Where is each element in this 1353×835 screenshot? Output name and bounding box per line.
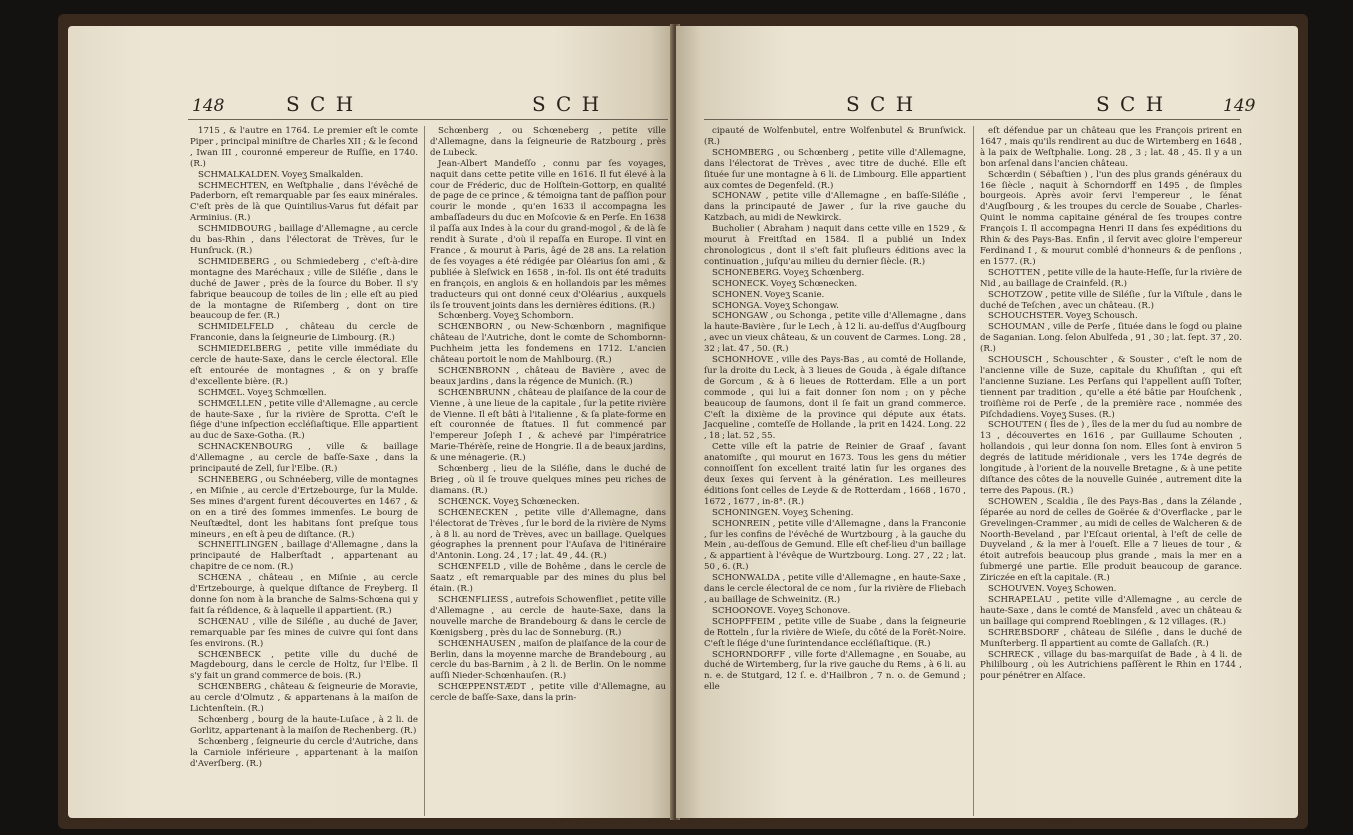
dictionary-entry: SCHMIDEBERG , ou Schmiedeberg , c'eſt-à-dire montagne des Maréchaux ; ville de Siléſie , dans le duché de Jawer , près de la ſource du Bober. Il s'y fabrique beaucoup de toiles de lin ; elle eſt au pied de la montagne de Riſemberg , dont on tire beaucoup de fer. (R.)	[190, 256, 418, 322]
dictionary-entry: SCHOTZOW , petite ville de Siléſie , ſur la Viſtule , dans le duché de Teſchen , avec un château. (R.)	[980, 289, 1242, 311]
right-header-rule	[704, 119, 1240, 120]
right-column-2	[980, 126, 1242, 682]
dictionary-entry: SCHOUMAN , ville de Perſe , ſituée dans le ſogd ou plaine de Saganian. Long. ſelon Abulfeda , 91 , 30 ; lat. ſept. 37 , 20. (R.)	[980, 322, 1242, 355]
dictionary-entry: Jean-Albert Mandeſſo , connu par ſes voyages, naquit dans cette petite ville en 1616. Il fut élevé à la cour de Fréderic, duc de Holſtein-Gottorp, en qualité de page de ce prince , & témoigna tant de paſſion pour courir le monde , qu'en 1633 il accompagna les ambaſſadeurs du duc en Moſcovie & en Perſe. En 1638 il paſſa aux Indes à la cour du grand-mogol , & de là ſe rendit à Surate , d'où il repaſſa en Europe. Il vint en France , & mourut à Paris, âgé de 28 ans. La relation de ſes voyages a été rédigée par Oléarius ſon ami , & publiée à Sleſwick en 1658 , in-fol. Ils ont été traduits en françois, en anglois & en hollandois par les mêmes traducteurs qui ont donné ceux d'Oléarius , auxquels ils ſe trouvent joints dans les dernières éditions. (R.)	[430, 158, 666, 311]
dictionary-entry: SCHORNDORFF , ville forte d'Allemagne , en Souabe, au duché de Wirtemberg, ſur la rive gauche du Rems , à 6 li. au n. e. de Stutgard, 12 ſ. e. d'Hailbron , 7 n. o. de Gemund ; elle	[704, 649, 966, 693]
dictionary-entry: SCHONWALDA , petite ville d'Allemagne , en haute-Saxe , dans le cercle électoral de ce nom , ſur la rivière de Fliebach , au baillage de Schweinitz. (R.)	[704, 573, 966, 605]
dictionary-entry: SCHŒNBRONN , château de Bavière , avec de beaux jardins , dans la régence de Munich. (R.)	[430, 365, 666, 387]
dictionary-entry: SCHNEBERG , ou Schnéeberg, ville de montagnes , en Miſnie , au cercle d'Ertzebourge, ſur la Mulde. Ses mines d'argent furent découvertes en 1467 , & on en a tiré des ſommes immenſes. Le bourg de Neuſtædtel, dont les habitans ſont preſque tous mineurs , en eſt à peu de diſtance. (R.)	[190, 475, 418, 540]
dictionary-entry: SCHOUSCH , Schouschter , & Souster , c'eſt le nom de l'ancienne ville de Suze, capitale du Khuſiſtan , qui eſt l'ancienne Suziane. Les Perſans qui l'appellent auſſi Toſter, tiennent par tradition , qu'elle a été bâtie par Houſchenk , troiſième roi de Perſe , de la première race , nommée des Piſchdadiens. Voyeʒ Suses. (R.)	[980, 355, 1242, 420]
book	[58, 14, 1308, 829]
dictionary-entry: SCHOPFFEIM , petite ville de Suabe , dans la ſeigneurie de Rotteln , ſur la rivière de Wieſe, du côté de la Forêt-Noire. C'eſt le ſiége d'une ſurintendance eccléſiaſtique. (R.)	[704, 616, 966, 649]
dictionary-entry: SCHŒNFELD , ville de Bohême , dans le cercle de Saatz , eſt remarquable par des mines du plus bel étain. (R.)	[430, 562, 666, 595]
left-column-rule	[424, 126, 425, 816]
dictionary-entry: SCHŒNECKEN , petite ville d'Allemagne, dans l'électorat de Trèves , ſur le bord de la rivière de Nyms , à 8 li. au nord de Trèves, avec un baillage. Quelques géographes la prennent pour l'Auſava de l'itinéraire d'Antonin. Long. 24 , 17 ; lat. 49 , 44. (R.)	[430, 507, 666, 562]
dictionary-entry: cipauté de Wolfenbutel, entre Wolfenbutel & Brunſwick. (R.)	[704, 126, 966, 147]
dictionary-entry: SCHŒPPENSTÆDT , petite ville d'Allemagne, au cercle de baſſe-Saxe, dans la prin-	[430, 682, 666, 704]
dictionary-entry: SCHMIEDELBERG , petite ville immédiate du cercle de haute-Saxe, dans le cercle électoral. Elle eſt entourée de montagnes , & on y braſſe d'excellente bière. (R.)	[190, 344, 418, 387]
dictionary-entry: SCHŒNBORN , ou New-Schœnborn , magnifique château de l'Autriche, dont le comte de Schombornn-Puchheim jetta les fondemens en 1712. L'ancien château portoit le nom de Mahlbourg. (R.)	[430, 322, 666, 366]
left-page	[68, 26, 674, 818]
dictionary-entry: SCHMALKALDEN. Voyeʒ Smalkalden.	[198, 169, 364, 180]
dictionary-entry: Schœrdin ( Sébaſtien ) , l'un des plus grands généraux du 16e ſiècle , naquit à Schorndorff en 1495 , de ſimples bourgeois. Après avoir ſervi l'empereur , le ſénat d'Augſbourg , & les troupes du cercle de Souabe , Charles-Quint le nomma capitaine général de ſes troupes contre François I. Il accompagna Henri II dans ſes expéditions du Rhin & des Pays-Bas. Enfin , il ſervit avec gloire l'empereur Ferdinand I , & mourut comblé d'honneurs & de penſions , en 1577. (R.)	[980, 169, 1242, 267]
right-column-rule	[973, 126, 974, 816]
dictionary-entry: SCHMIDELFELD , château du cercle de Franconie, dans la ſeigneurie de Limbourg. (R.)	[190, 322, 418, 344]
left-column-1	[190, 126, 418, 769]
right-page-number: 149	[1223, 96, 1256, 116]
dictionary-entry: Schœnberg , ou Schœneberg , petite ville d'Allemagne, dans la ſeigneurie de Ratzbourg , près de Lubeck.	[430, 126, 666, 158]
dictionary-entry: SCHOUVEN. Voyeʒ Schowen.	[988, 584, 1117, 595]
dictionary-entry: SCHONAW , petite ville d'Allemagne , en baſſe-Siléſie , dans la principauté de Jawer , ſur la rive gauche du Katzbach, au midi de Newkirck.	[704, 191, 966, 224]
dictionary-entry: SCHONECK. Voyeʒ Schœnecken.	[712, 278, 858, 289]
left-column-2	[430, 126, 666, 704]
dictionary-entry: SCHŒNBECK , petite ville du duché de Magdebourg, dans le cercle de Holtz, ſur l'Elbe. Il s'y fait un grand commerce de bois. (R.)	[190, 649, 418, 682]
dictionary-entry: SCHOMBERG , ou Schœnberg , petite ville d'Allemagne, dans l'électorat de Trèves , avec titre de duché. Elle eſt ſituée ſur une montagne à 6 li. de Limbourg. Elle appartient aux comtes de Degenfeld. (R.)	[704, 147, 966, 191]
dictionary-entry: SCHŒNAU , ville de Siléſie , au duché de Javer, remarquable par ſes mines de cuivre qui ſont dans ſes environs. (R.)	[190, 616, 418, 649]
dictionary-entry: SCHONREIN , petite ville d'Allemagne , dans la Franconie , ſur les confins de l'évêché de Wurtzbourg , à la gauche du Mein , au-deſſous de Gemund. Elle eſt chef-lieu d'un baillage , & appartient à l'évêque de Wurtzbourg. Long. 27 , 22 ; lat. 50 , 6. (R.)	[704, 518, 966, 573]
dictionary-entry: SCHMŒLLEN , petite ville d'Allemagne , au cercle de haute-Saxe , ſur la rivière de Sprotta. C'eſt le ſiége d'une inſpection eccléſiaſtique. Elle appartient au duc de Saxe-Gotha. (R.)	[190, 398, 418, 442]
dictionary-entry: SCHŒNFLIESS , autrefois Schowenfliet , petite ville d'Allemagne , au cercle de haute-Saxe, dans la nouvelle marche de Brandebourg & dans le cercle de Kœnigsberg , près du lac de Sonneburg. (R.)	[430, 594, 666, 638]
dictionary-entry: SCHNEITLINGEN , baillage d'Allemagne , dans la principauté de Halberſtadt , appartenant au chapitre de ce nom. (R.)	[190, 540, 418, 573]
dictionary-entry: SCHMIDBOURG , baillage d'Allemagne , au cercle du bas-Rhin , dans l'électorat de Trèves, ſur le Hunſruck. (R.)	[190, 224, 418, 256]
dictionary-entry: SCHONEN. Voyeʒ Scanie.	[712, 289, 825, 300]
right-running-head-1: S C H	[846, 92, 916, 116]
dictionary-entry: SCHŒNBRUNN , château de plaiſance de la cour de Vienne , à une lieue de la capitale , ſur la petite rivière de Vienne. Il eſt bâti à l'italienne , & ſa plate-forme en eſt couronnée de ſtatues. Il fut commencé par l'empereur Joſeph I , & achevé par l'impératrice Marie-Thérèſe, reine de Hongrie. Il a de beaux jardins, & une ménagerie. (R.)	[430, 387, 666, 464]
dictionary-entry: 1715 , & l'autre en 1764. Le premier eſt le comte Piper , principal miniſtre de Charles XII ; & le ſecond , Iwan III , couronné empereur de Ruſſie, en 1740. (R.)	[190, 126, 418, 169]
left-running-head-2: S C H	[532, 92, 602, 116]
right-page	[676, 26, 1298, 818]
dictionary-entry: SCHOTTEN , petite ville de la haute-Heſſe, ſur la rivière de Nid , au baillage de Crainfeld. (R.)	[980, 267, 1242, 289]
dictionary-entry: SCHRAPELAU , petite ville d'Allemagne , au cercle de haute-Saxe , dans le comté de Mansfeld , avec un château & un baillage qui comprend Roeblingen , & 12 villages. (R.)	[980, 594, 1242, 627]
dictionary-entry: SCHOUCHSTER. Voyeʒ Schousch.	[988, 311, 1138, 322]
dictionary-entry: SCHOONOVE. Voyeʒ Schonove.	[712, 605, 851, 616]
dictionary-entry: SCHREBSDORF , château de Siléſie , dans le duché de Munſterberg. Il appartient au comte de Gallaſch. (R.)	[980, 627, 1242, 649]
dictionary-entry: SCHŒNBERG , château & ſeigneurie de Moravie, au cercle d'Olmutz , & appartenans à la maiſon de Lichtenſtein. (R.)	[190, 682, 418, 715]
dictionary-entry: SCHONGA. Voyeʒ Schongaw.	[712, 300, 839, 311]
dictionary-entry: SCHONINGEN. Voyeʒ Schening.	[712, 507, 854, 518]
dictionary-entry: SCHŒNA , château , en Miſnie , au cercle d'Ertzebourge, à quelque diſtance de Freyberg. Il donne ſon nom à la branche de Salms-Schœna qui y fait ſa réſidence, & à laquelle il appartient. (R.)	[190, 573, 418, 616]
dictionary-entry: SCHMECHTEN, en Weſtphalie , dans l'évêché de Paderborn, eſt remarquable par ſes eaux minérales. C'eſt près de là que Quintilius-Varus fut défait par Arminius. (R.)	[190, 180, 418, 224]
dictionary-entry: Schœnberg , lieu de la Siléſie, dans le duché de Brieg , où il ſe trouve quelques mines peu riches de diamans. (R.)	[430, 464, 666, 496]
dictionary-entry: eſt défendue par un château que les François prirent en 1647 , mais qu'ils rendirent au duc de Wirtemberg en 1648 , à la paix de Weſtphalie. Long. 28 , 3 ; lat. 48 , 45. Il y a un bon arſenal dans l'ancien château.	[980, 126, 1242, 169]
dictionary-entry: Schœnberg , ſeigneurie du cercle d'Autriche, dans la Carniole inférieure , appartenant à la maiſon d'Averſberg. (R.)	[190, 736, 418, 769]
dictionary-entry: SCHNACKENBOURG , ville & baillage d'Allemagne , au cercle de baſſe-Saxe , dans la principauté de Zell, ſur l'Elbe. (R.)	[190, 442, 418, 475]
dictionary-entry: SCHONHOVE , ville des Pays-Bas , au comté de Hollande, ſur la droite du Leck, à 3 lieues de Gouda , à égale diſtance de Gorcum , & à 6 lieues de Rotterdam. Elle a un port commode , qui lui a fait donner ſon nom ; on y pêche beaucoup de ſaumons, dont il ſe fait un grand commerce. C'eſt la dixième de la province qui députe aux états. Jacqueline , comteſſe de Hollande , la prit en 1424. Long. 22 , 18 ; lat. 52 , 55.	[704, 355, 966, 442]
left-header-rule	[188, 119, 668, 120]
right-column-1	[704, 126, 966, 693]
dictionary-entry: SCHŒNCK. Voyeʒ Schœnecken.	[438, 496, 580, 507]
right-running-head-2: S C H	[1096, 92, 1166, 116]
left-page-number: 148	[192, 96, 225, 116]
dictionary-entry: Bucholier ( Abraham ) naquit dans cette ville en 1529 , & mourut à Freitſtad en 1584. Il a publié un Index chronologicus , dont il s'eſt fait pluſieurs éditions avec la continuation , juſqu'au milieu du dernier ſiècle. (R.)	[704, 224, 966, 267]
dictionary-entry: SCHRECK , village du bas-marquiſat de Bade , à 4 li. de Phililbourg , où les Autrichiens paſſèrent le Rhin en 1744 , pour pénétrer en Alſace.	[980, 649, 1242, 682]
dictionary-entry: SCHMŒL. Voyeʒ Schmœllen.	[198, 387, 327, 398]
dictionary-entry: Schœnberg. Voyeʒ Schomborn.	[438, 311, 574, 322]
dictionary-entry: Schœnberg , bourg de la haute-Luſace , à 2 li. de Gorlitz, appartenant à la maiſon de Rechenberg. (R.)	[190, 714, 418, 736]
dictionary-entry: SCHONEBERG. Voyeʒ Schœnberg.	[712, 267, 865, 278]
left-running-head-1: S C H	[286, 92, 356, 116]
dictionary-entry: SCHONGAW , ou Schonga , petite ville d'Allemagne , dans la haute-Bavière , ſur le Lech , à 12 li. au-deſſus d'Augſbourg , avec un vieux château, & un couvent de Carmes. Long. 28 , 32 ; lat. 47 , 50. (R.)	[704, 311, 966, 355]
dictionary-entry: SCHOWEN , Scaldia , île des Pays-Bas , dans la Zélande , ſéparée au nord de celles de Goërée & d'Overflacke , par le Grevelingen-Crammer , au midi de celles de Walcheren & de Noorth-Beveland , par l'Eſcaut oriental, à l'eſt de celle de Duyveland , & la mer à l'oueſt. Elle a 7 lieues de tour , & étoit autrefois beaucoup plus grande , mais la mer en a ſubmergé une partie. Elle produit beaucoup de garance. Ziriczée en eſt la capitale. (R.)	[980, 496, 1242, 584]
dictionary-entry: SCHŒNHAUSEN , maiſon de plaiſance de la cour de Berlin, dans la moyenne marche de Brandebourg , au cercle du bas-Barnim , à 2 li. de Berlin. On le nomme auſſi Nieder-Schœnhauſen. (R.)	[430, 638, 666, 682]
dictionary-entry: Cette ville eſt la patrie de Reinier de Graaf , ſavant anatomiſte , qui mourut en 1673. Tous les gens du métier connoiſſent ſon excellent traité latin ſur les organes des deux ſexes qui ſervent à la génération. Les meilleures éditions ſont celles de Leyde & de Rotterdam , 1668 , 1670 , 1672 , 1677 , in-8°. (R.)	[704, 442, 966, 507]
dictionary-entry: SCHOUTEN ( Îles de ) , îles de la mer du ſud au nombre de 13 , découvertes en 1616 , par Guillaume Schouten , hollandois , qui leur donna ſon nom. Elles ſont à environ 5 degrés de latitude méridionale , vers les 174e degrés de longitude , à l'orient de la nouvelle Bretagne , & à une petite diſtance des côtes de la nouvelle Guinée , autrement dite la terre des Papous. (R.)	[980, 420, 1242, 496]
